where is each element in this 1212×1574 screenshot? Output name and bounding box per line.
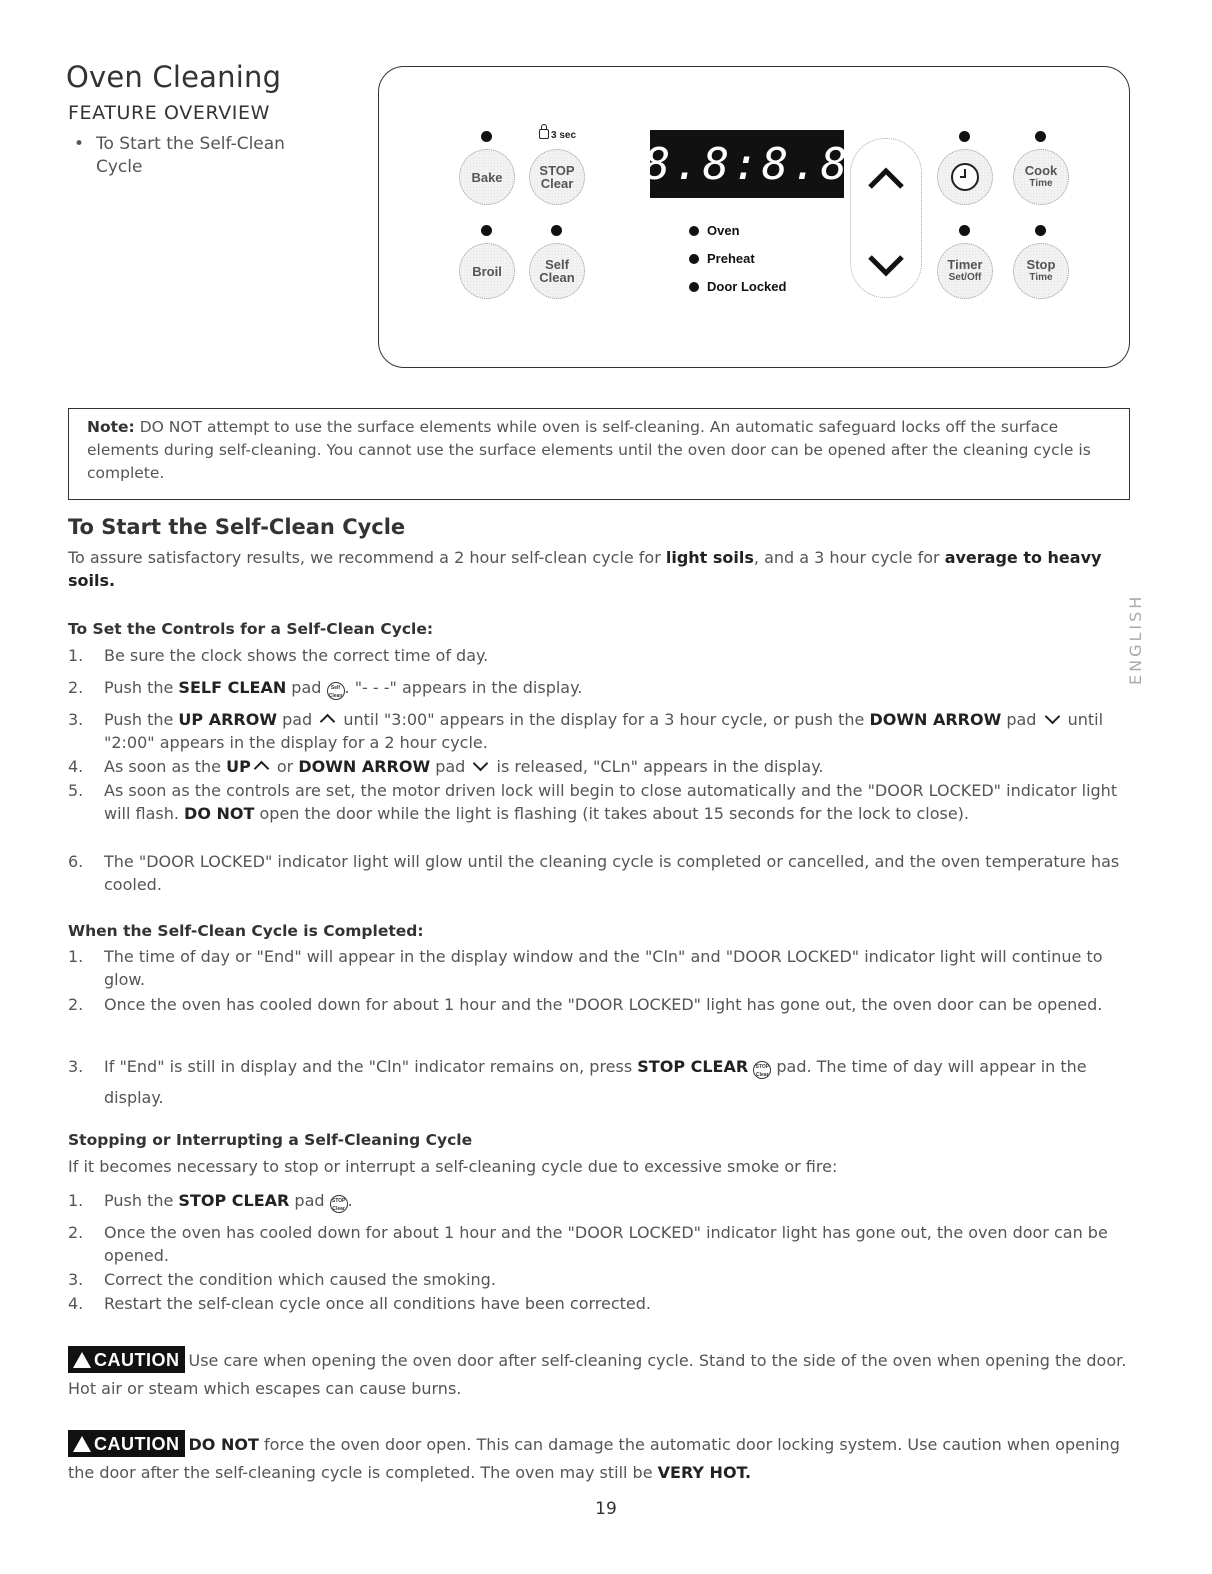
down-arrow-icon: [1044, 709, 1060, 725]
clock-icon: [951, 163, 979, 191]
list-item: [68, 779, 1148, 825]
pad-indicator-dot: [1035, 225, 1046, 236]
stopping-heading: Stopping or Interrupting a Self-Cleaning Cycle: [68, 1131, 473, 1149]
list-number: 1.: [68, 1191, 84, 1210]
list-item: [68, 993, 1148, 1016]
indicator-door-locked: [689, 279, 786, 294]
text: . "- - -" appears in the display.: [344, 678, 583, 697]
oven-display: 8.8:8.8: [650, 130, 844, 198]
text: As soon as the controls are set, the motor driven lock will begin to close automatically and the "DOOR LOCKED" indicator light will flash.: [104, 781, 1118, 823]
list-item-text: Be sure the clock shows the correct time of day.: [104, 646, 489, 665]
list-item: [68, 708, 1148, 754]
stop-clear-pad-label-2: Clear: [540, 176, 574, 191]
broil-pad[interactable]: [459, 243, 515, 299]
clock-pad[interactable]: [937, 149, 993, 205]
list-number: 3.: [68, 1057, 84, 1076]
bold-text: SELF CLEAN: [178, 678, 287, 697]
set-controls-heading: To Set the Controls for a Self-Clean Cycle:: [68, 620, 434, 638]
list-number: 2.: [68, 995, 84, 1014]
section-intro: [68, 546, 1108, 592]
list-item-text: The time of day or "End" will appear in the display window and the "Cln" and "DOOR LOCKED" indicator light will continue to glow.: [104, 947, 1103, 989]
text: As soon as the: [104, 757, 227, 776]
down-arrow-icon: [473, 756, 489, 772]
list-item-text: Once the oven has cooled down for about 1 hour and the "DOOR LOCKED" light has gone out, the oven door can be opened.: [104, 995, 1103, 1014]
warning-triangle-icon: [73, 1352, 91, 1368]
up-arrow-icon: [320, 714, 336, 730]
list-item: [68, 850, 1148, 896]
bake-pad-label: Bake: [471, 169, 503, 185]
stop-clear-pad-icon: STOP Clear: [753, 1061, 771, 1079]
indicator-dot: [689, 226, 699, 236]
list-number: 5.: [68, 781, 84, 800]
cook-time-pad-label: Cook: [1024, 163, 1058, 178]
control-panel-illustration: [378, 66, 1130, 368]
text: until "2:00" appears in the display for a 2 hour cycle.: [104, 710, 1104, 752]
caution-block: [68, 1346, 1128, 1403]
bold-text: UP ARROW: [178, 710, 277, 729]
list-item: [68, 1268, 1148, 1291]
list-item-text: Restart the self-clean cycle once all conditions have been corrected.: [104, 1294, 652, 1313]
pad-indicator-dot: [959, 131, 970, 142]
list-item: [68, 1221, 1148, 1267]
caution-badge-label: CAUTION: [94, 1434, 180, 1454]
text: open the door while the light is flashing (it takes about 15 seconds for the lock to close).: [254, 804, 970, 823]
pad-indicator-dot: [1035, 131, 1046, 142]
list-number: 1.: [68, 646, 84, 665]
text: pad: [1001, 710, 1042, 729]
text: is released, "CLn" appears in the display.: [491, 757, 824, 776]
stop-time-pad[interactable]: [1013, 243, 1069, 299]
timer-pad[interactable]: [937, 243, 993, 299]
indicator-oven: [689, 223, 740, 238]
note-box: [68, 408, 1130, 500]
text: pad: [289, 1191, 330, 1210]
text: .: [347, 1191, 353, 1210]
pad-indicator-dot: [551, 225, 562, 236]
stop-clear-pad[interactable]: [529, 149, 585, 205]
text: Push the: [104, 678, 179, 697]
text: or: [271, 757, 299, 776]
up-arrow-icon: [866, 167, 906, 191]
text: Push the: [104, 1191, 179, 1210]
broil-pad-label: Broil: [472, 263, 502, 279]
self-clean-pad-label-2: Clean: [539, 270, 575, 285]
caution-badge: [68, 1346, 185, 1373]
down-arrow-pad[interactable]: [851, 235, 921, 295]
timer-pad-label: Timer: [947, 257, 983, 272]
list-item: [68, 1189, 1148, 1213]
overview-item-label: To Start the Self-Clean Cycle: [96, 134, 285, 177]
lock-3sec-text: 3 sec: [551, 130, 577, 141]
bold-text: UP: [226, 757, 251, 776]
caution-text: force the oven door open. This can damage the automatic door locking system. Use caution when opening the door after the self-cleaning cycle is completed. The oven may still be: [68, 1435, 1120, 1482]
intro-bold: light soils: [665, 548, 754, 567]
list-item-text: Once the oven has cooled down for about 1 hour and the "DOOR LOCKED" indicator light has gone out, the oven door can be opened.: [104, 1223, 1108, 1265]
arrow-pad-group: [850, 138, 922, 298]
language-side-tab: ENGLISH: [1126, 593, 1145, 685]
page-number: 19: [595, 1499, 617, 1519]
indicator-label: Door Locked: [707, 279, 787, 294]
warning-triangle-icon: [73, 1436, 91, 1452]
list-item: [68, 644, 1148, 667]
list-item: [68, 676, 1148, 700]
list-item: [68, 945, 1148, 991]
list-number: 2.: [68, 1223, 84, 1242]
page-title: Oven Cleaning: [66, 60, 282, 94]
intro-text: .: [109, 571, 116, 590]
up-arrow-pad[interactable]: [851, 149, 921, 209]
text: until "3:00" appears in the display for a 3 hour cycle, or push the: [338, 710, 870, 729]
list-item: [68, 1051, 1148, 1113]
indicator-dot: [689, 254, 699, 264]
lock-icon: [539, 129, 549, 139]
down-arrow-icon: [866, 253, 906, 277]
intro-text: , and a 3 hour cycle for: [753, 548, 945, 567]
list-item: [68, 755, 1148, 778]
text: If "End" is still in display and the "Cln" indicator remains on, press: [104, 1057, 638, 1076]
text: pad: [276, 710, 318, 729]
text: pad: [286, 678, 327, 697]
list-number: 4.: [68, 757, 84, 776]
bullet: •: [74, 134, 85, 154]
self-clean-pad[interactable]: [529, 243, 585, 299]
bold-text: DOWN ARROW: [298, 757, 431, 776]
list-item-text: The "DOOR LOCKED" indicator light will glow until the cleaning cycle is completed or cancelled, and the oven temperature has cooled.: [104, 852, 1120, 894]
list-number: 3.: [68, 1270, 84, 1289]
self-clean-pad-label: Self: [545, 257, 569, 272]
stop-clear-pad-icon: STOP Clear: [330, 1195, 348, 1213]
bold-text: DO NOT: [188, 1435, 259, 1454]
text: Push the: [104, 710, 179, 729]
pad-indicator-dot: [959, 225, 970, 236]
stopping-intro: If it becomes necessary to stop or interrupt a self-cleaning cycle due to excessive smoke or fire:: [68, 1157, 838, 1176]
caution-badge: [68, 1430, 185, 1457]
intro-text: To assure satisfactory results, we recommend a 2 hour self-clean cycle for: [68, 548, 666, 567]
bold-text: VERY HOT.: [657, 1463, 752, 1482]
caution-badge-label: CAUTION: [94, 1350, 180, 1370]
timer-pad-label-2: Set/Off: [948, 272, 982, 283]
self-clean-pad-icon: Self Clean: [327, 682, 345, 700]
pad-indicator-dot: [481, 131, 492, 142]
completed-heading: When the Self-Clean Cycle is Completed:: [68, 922, 424, 940]
cook-time-pad[interactable]: [1013, 149, 1069, 205]
note-text: DO NOT attempt to use the surface elements while oven is self-cleaning. An automatic safeguard locks off the surface elements during self-cleaning. You cannot use the surface elements until the oven door can be opened after the cleaning cycle is complete.: [87, 418, 1091, 482]
list-number: 1.: [68, 947, 84, 966]
lock-3sec-label: [539, 129, 576, 141]
bake-pad[interactable]: [459, 149, 515, 205]
stop-clear-pad-label: STOP: [539, 163, 575, 178]
list-item-text: Correct the condition which caused the smoking.: [104, 1270, 496, 1289]
cook-time-pad-label-2: Time: [1029, 178, 1053, 189]
bold-text: STOP CLEAR: [178, 1191, 290, 1210]
caution-text: Use care when opening the oven door after self-cleaning cycle. Stand to the side of the oven when opening the door. Hot air or steam which escapes can cause burns.: [68, 1351, 1127, 1398]
list-number: 4.: [68, 1294, 84, 1313]
up-arrow-icon: [254, 761, 270, 777]
list-item: [68, 1292, 1148, 1315]
pad-indicator-dot: [481, 225, 492, 236]
intro-bold: average to heavy soils: [68, 548, 1102, 590]
caution-block: [68, 1430, 1128, 1487]
text: pad: [430, 757, 471, 776]
feature-overview-heading: FEATURE OVERVIEW: [68, 102, 270, 124]
section-heading: To Start the Self-Clean Cycle: [68, 515, 406, 539]
bold-text: DO NOT: [184, 804, 255, 823]
indicator-label: Preheat: [707, 251, 755, 266]
note-label: Note:: [87, 418, 135, 436]
stop-time-pad-label: Stop: [1026, 257, 1056, 272]
list-number: 2.: [68, 678, 84, 697]
bold-text: DOWN ARROW: [869, 710, 1002, 729]
stop-time-pad-label-2: Time: [1029, 272, 1053, 283]
indicator-dot: [689, 282, 699, 292]
list-number: 3.: [68, 710, 84, 729]
overview-list-item: [74, 133, 314, 179]
indicator-preheat: [689, 251, 755, 266]
list-number: 6.: [68, 852, 84, 871]
bold-text: STOP CLEAR: [637, 1057, 749, 1076]
indicator-label: Oven: [707, 223, 740, 238]
text: pad. The time of day will appear in the display.: [104, 1057, 1087, 1107]
